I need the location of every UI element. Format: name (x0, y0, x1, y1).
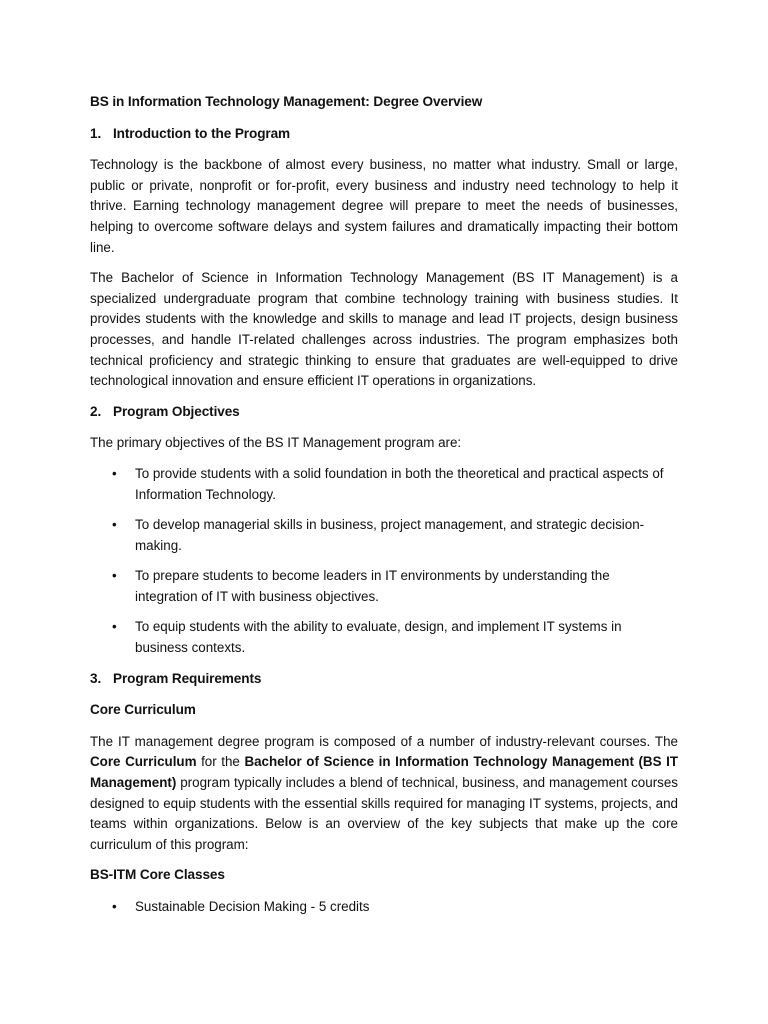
list-item-text: To provide students with a solid foundation in both the theoretical and practical aspects of Information Technology. (135, 465, 664, 502)
paragraph-text: for the (196, 754, 245, 770)
list-item (90, 566, 678, 607)
core-classes-list (90, 897, 678, 918)
list-item-text: To prepare students to become leaders in IT environments by understanding the integration of IT with business objectives. (135, 568, 610, 604)
bullet-icon: • (112, 899, 117, 914)
section-number: 3. (90, 670, 102, 686)
paragraph-bold-text: Core Curriculum (90, 754, 197, 770)
bullet-icon: • (112, 568, 117, 584)
core-curriculum-paragraph (90, 732, 678, 856)
list-item-text: Sustainable Decision Making - 5 credits (135, 899, 370, 914)
list-item (90, 617, 678, 658)
list-item-text: To develop managerial skills in business, project management, and strategic decision-making. (135, 517, 645, 553)
section-number: 1. (90, 125, 102, 141)
section-heading-introduction (90, 124, 678, 145)
document-page (90, 92, 678, 928)
paragraph-text: The IT management degree program is composed of a number of industry-relevant courses. The (90, 733, 678, 749)
section-heading-text: Program Objectives (113, 403, 240, 419)
list-item (90, 515, 678, 556)
bullet-icon: • (112, 619, 117, 635)
list-item (90, 464, 678, 505)
list-item-text: To equip students with the ability to evaluate, design, and implement IT systems in business contexts. (135, 619, 622, 656)
paragraph-text: program typically includes a blend of technical, business, and management courses designed to equip students with the essential skills required for managing IT systems, projects, and teams within organizations. Below is an overview of the key subjects that make up the core curriculum of this program: (90, 775, 678, 852)
section-heading-objectives (90, 402, 678, 423)
objectives-intro: The primary objectives of the BS IT Management program are: (90, 435, 462, 451)
core-classes-heading: BS-ITM Core Classes (90, 867, 225, 883)
bullet-icon: • (112, 465, 117, 481)
paragraph-bold-text: Bachelor of Science in Information Technology Management (BS IT Management) (90, 754, 678, 791)
section-heading-text: Program Requirements (113, 670, 262, 686)
intro-paragraph-2: The Bachelor of Science in Information Technology Management (BS IT Management) is a specialized undergraduate program that combine technology training with business studies. It provides students with the knowledge and skills to manage and lead IT projects, design business processes, and handle IT-related challenges across industries. The program emphasizes both technical proficiency and strategic thinking to ensure that graduates are well-equipped to drive technological innovation and ensure efficient IT operations in organizations. (90, 270, 678, 389)
section-heading-text: Introduction to the Program (113, 125, 291, 141)
list-item (90, 897, 678, 918)
bullet-icon: • (112, 517, 117, 533)
intro-paragraph-1: Technology is the backbone of almost every business, no matter what industry. Small or large, public or private, nonprofit or for-profit, every business and industry need technology to help it thrive. Earning technology management degree will prepare to meet the needs of businesses, helping to overcome software delays and system failures and dramatically impacting their bottom line. (90, 157, 678, 255)
objectives-list (90, 464, 678, 659)
section-heading-requirements (90, 669, 678, 690)
section-number: 2. (90, 403, 102, 419)
document-title: BS in Information Technology Management: Degree Overview (90, 94, 483, 109)
core-curriculum-heading: Core Curriculum (90, 702, 196, 718)
